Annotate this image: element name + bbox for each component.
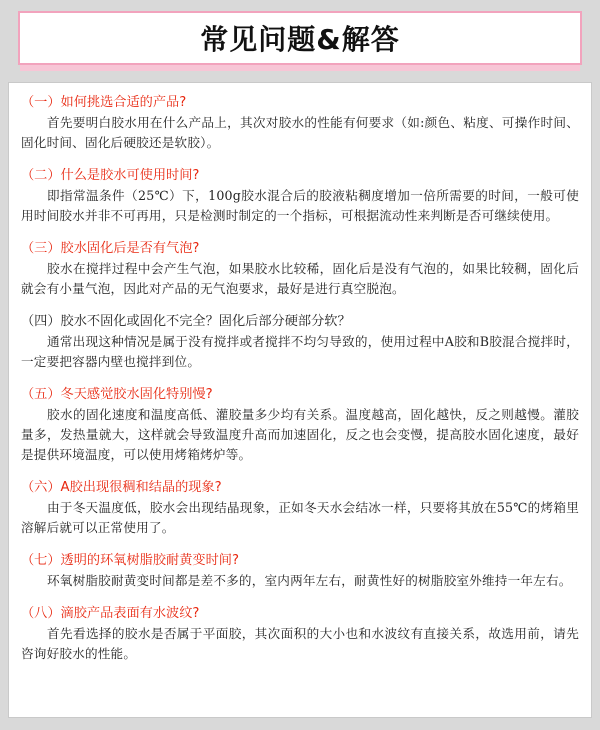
faq-question: （七）透明的环氧树脂胶耐黄变时间? — [21, 553, 239, 568]
faq-question: （八）滴胶产品表面有水波纹? — [21, 606, 200, 621]
faq-answer: 首先看选择的胶水是否属于平面胶，其次面积的大小也和水波纹有直接关系，故选用前，请先咨询好胶水的性能。 — [21, 626, 579, 661]
faq-answer: 通常出现这种情况是属于没有搅拌或者搅拌不均匀导致的，使用过程中A胶和B胶混合搅拌时，一定要把容器内壁也搅拌到位。 — [21, 334, 579, 369]
faq-answer: 胶水的固化速度和温度高低、灌胶量多少均有关系。温度越高，固化越快，反之则越慢。灌胶量多，发热量就大，这样就会导致温度升高而加速固化，反之也会变慢，提高胶水固化速度，最好是提供环境温度，可以使用烤箱烤炉等。 — [21, 407, 579, 462]
faq-question: （二）什么是胶水可使用时间? — [21, 168, 200, 183]
faq-item-4 — [21, 312, 579, 372]
faq-item-8 — [21, 604, 579, 664]
faq-answer: 首先要明白胶水用在什么产品上，其次对胶水的性能有何要求（如:颜色、粘度、可操作时间、固化时间、固化后硬胶还是软胶）。 — [21, 115, 579, 150]
faq-answer: 胶水在搅拌过程中会产生气泡，如果胶水比较稀，固化后是没有气泡的，如果比较稠，固化后就会有小量气泡，因此对产品的无气泡要求，最好是进行真空脱泡。 — [21, 261, 579, 296]
faq-question: （一）如何挑选合适的产品? — [21, 95, 187, 110]
faq-question: （三）胶水固化后是否有气泡? — [21, 241, 200, 256]
title-box — [18, 11, 582, 65]
faq-item-2 — [21, 166, 579, 226]
faq-answer: 即指常温条件（25℃）下，100g胶水混合后的胶液粘稠度增加一倍所需要的时间，一般可使用时间胶水并非不可再用，只是检测时制定的一个指标，可根据流动性来判断是否可继续使用。 — [21, 188, 579, 223]
faq-item-3 — [21, 239, 579, 299]
faq-question: （五）冬天感觉胶水固化特别慢? — [21, 387, 213, 402]
faq-item-7 — [21, 551, 579, 591]
faq-question: （四）胶水不固化或固化不完全？固化后部分硬部分软？ — [21, 314, 351, 329]
faq-item-6 — [21, 478, 579, 538]
page-title: 常见问题&解答 — [200, 23, 400, 56]
faq-answer: 由于冬天温度低，胶水会出现结晶现象，正如冬天水会结冰一样，只要将其放在55℃的烤箱里溶解后就可以正常使用了。 — [21, 500, 579, 535]
title-band — [0, 0, 600, 72]
faq-panel — [8, 82, 592, 718]
faq-item-5 — [21, 385, 579, 465]
faq-question: （六）A胶出现很稠和结晶的现象? — [21, 480, 222, 495]
faq-item-1 — [21, 93, 579, 153]
faq-answer: 环氧树脂胶耐黄变时间都是差不多的，室内两年左右，耐黄性好的树脂胶室外维持一年左右。 — [47, 573, 572, 588]
